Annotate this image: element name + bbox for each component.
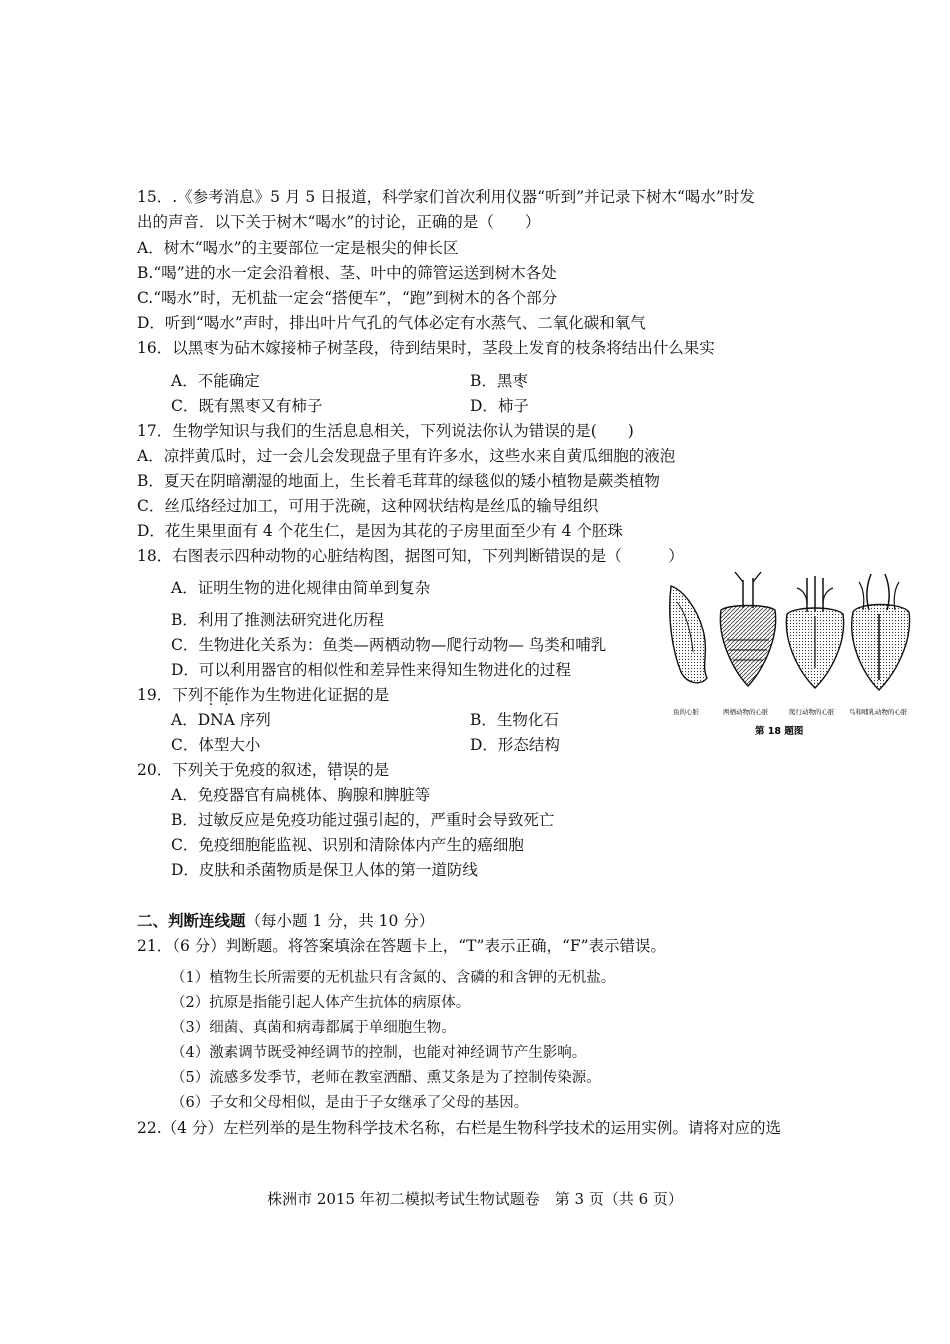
q19-option-a: A．DNA 序列 [171, 711, 271, 729]
q17-option-c: C．丝瓜络经过加工，可用于洗碗，这种网状结构是丝瓜的输导组织 [137, 497, 599, 515]
q20-post: 的是 [358, 761, 390, 779]
q19-option-c: C．体型大小 [171, 736, 261, 754]
section-2-note: （每小题 1 分，共 10 分） [245, 912, 435, 930]
q21-item-1: （1）植物生长所需要的无机盐只有含氮的、含磷的和含钾的无机盐。 [171, 970, 616, 986]
bird-mammal-heart [852, 574, 910, 690]
q20-option-d: D．皮肤和杀菌物质是保卫人体的第一道防线 [171, 861, 478, 879]
q18-option-c: C．生物进化关系为：鱼类—两栖动物—爬行动物— 鸟类和哺乳 [171, 636, 607, 654]
q17-option-a: A．凉拌黄瓜时，过一会儿会发现盘子里有许多水，这些水来自黄瓜细胞的液泡 [137, 447, 676, 465]
q21-item-4: （4）激素调节既受神经调节的控制，也能对神经调节产生影响。 [171, 1045, 587, 1061]
reptile-heart-label: 爬行动物的心脏 [789, 708, 835, 716]
q15-option-d: D．听到“喝水”声时，排出叶片气孔的气体必定有水蒸气、二氧化碳和氧气 [137, 314, 646, 332]
amphibian-heart [720, 572, 775, 686]
q16-option-d: D．柿子 [470, 397, 529, 415]
q20-option-b: B．过敏反应是免疫功能过强引起的，严重时会导致死亡 [171, 811, 555, 829]
section-2-heading [137, 910, 434, 932]
q16-stem: 16．以黑枣为砧木嫁接柿子树茎段，待到结果时，茎段上发育的枝条将结出什么果实 [137, 339, 715, 357]
q16-option-a: A．不能确定 [171, 372, 260, 390]
heart-structure-figure [663, 568, 918, 738]
q20-option-c: C．免疫细胞能监视、识别和清除体内产生的癌细胞 [171, 836, 524, 854]
q16-option-c: C．既有黑枣又有柿子 [171, 397, 323, 415]
q15-stem-line2: 出的声音．以下关于树木“喝水”的讨论，正确的是（ ） [137, 213, 541, 231]
q19-pre: 下列 [172, 686, 204, 704]
fish-heart [670, 586, 707, 683]
q22-stem: 22.（4 分）左栏列举的是生物科学技术名称，右栏是生物科学技术的运用实例。请将对应的选 [137, 1119, 781, 1137]
q15-option-c: C.“喝水”时，无机盐一定会“搭便车”，“跑”到树木的各个部分 [137, 289, 558, 307]
q20-option-a: A．免疫器官有扁桃体、胸腺和脾脏等 [171, 786, 431, 804]
q19-post: 作为生物进化证据的是 [234, 686, 390, 704]
q18-option-d: D．可以利用器官的相似性和差异性来得知生物进化的过程 [171, 661, 571, 679]
q17-option-d: D．花生果里面有 4 个花生仁，是因为其花的子房里面至少有 4 个胚珠 [137, 522, 623, 540]
q18-stem: 18．右图表示四种动物的心脏结构图，据图可知，下列判断错误的是（ ） [137, 547, 684, 565]
q20-stem [137, 759, 389, 781]
q17-stem: 17．生物学知识与我们的生活息息相关，下列说法你认为错误的是( ) [137, 422, 634, 440]
heart-diagram [663, 568, 918, 738]
q20-emphasis-2: 误 [342, 761, 359, 779]
q15-option-a: A．树木“喝水”的主要部位一定是根尖的伸长区 [137, 239, 459, 257]
q16-option-b: B．黑枣 [470, 372, 528, 390]
q19-option-d: D．形态结构 [470, 736, 560, 754]
amphibian-heart-label: 两栖动物的心脏 [723, 708, 769, 716]
q17-option-b: B．夏天在阴暗潮湿的地面上，生长着毛茸茸的绿毯似的矮小植物是蕨类植物 [137, 472, 660, 490]
q21-item-3: （3）细菌、真菌和病毒都属于单细胞生物。 [171, 1020, 456, 1036]
q15-option-b: B.“喝”进的水一定会沿着根、茎、叶中的筛管运送到树木各处 [137, 264, 557, 282]
q18-option-b: B．利用了推测法研究进化历程 [171, 611, 384, 629]
q19-number: 19． [137, 686, 173, 704]
reptile-heart [786, 576, 843, 688]
q20-number: 20． [137, 761, 173, 779]
q19-stem [137, 684, 389, 706]
q20-emphasis-1: 错 [327, 761, 343, 779]
page-footer: 株洲市 2015 年初二模拟考试生物试题卷 第 3 页（共 6 页） [267, 1190, 683, 1208]
q15-stem-line1: 15．.《参考消息》5 月 5 日报道，科学家们首次利用仪器“听到”并记录下树木“喝水”时发 [137, 188, 755, 206]
bird-mammal-heart-label: 鸟和哺乳动物的心脏 [849, 708, 908, 716]
q19-emphasis-2: 能 [218, 686, 235, 704]
q21-item-5: （5）流感多发季节，老师在教室洒醋、熏艾条是为了控制传染源。 [171, 1070, 601, 1086]
figure-caption: 第 18 题图 [755, 726, 804, 737]
q19-option-b: B．生物化石 [470, 711, 559, 729]
q18-option-a: A．证明生物的进化规律由简单到复杂 [171, 579, 431, 597]
q21-stem: 21．（6 分）判断题。将答案填涂在答题卡上，“T”表示正确，“F”表示错误。 [137, 937, 667, 955]
q20-pre: 下列关于免疫的叙述， [172, 761, 328, 779]
q21-item-2: （2）抗原是指能引起人体产生抗体的病原体。 [171, 995, 471, 1011]
fish-heart-label: 鱼的心脏 [673, 708, 699, 716]
q21-item-6: （6）子女和父母相似，是由于子女继承了父母的基因。 [171, 1095, 529, 1111]
section-2-title: 二、判断连线题 [137, 911, 246, 930]
q19-emphasis-1: 不 [203, 686, 219, 704]
